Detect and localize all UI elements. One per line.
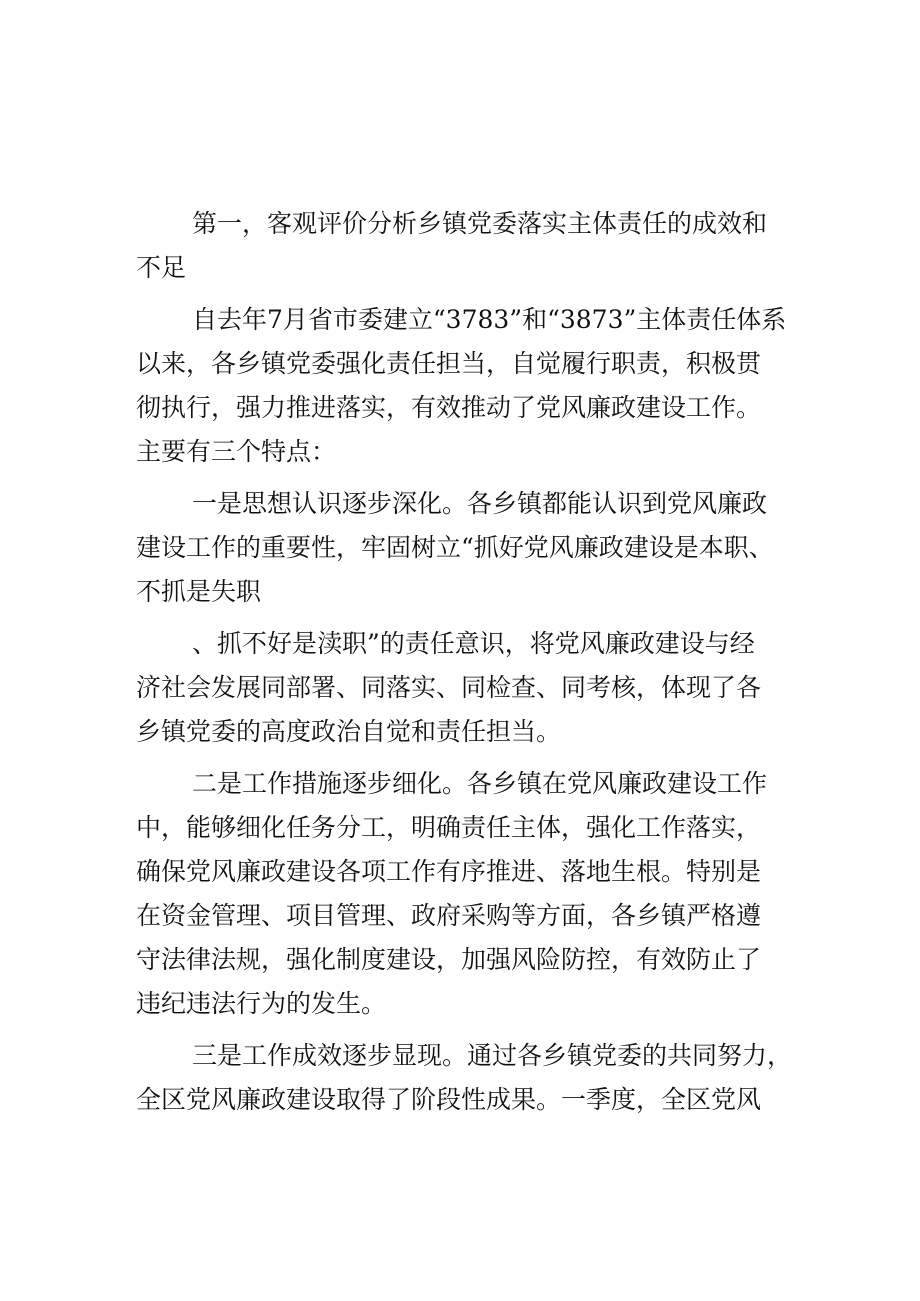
intro-paragraph (136, 298, 796, 474)
paragraph-line: 违纪违法行为的发生。 (136, 989, 387, 1018)
paragraph-line: 守法律法规，强化制度建设，加强风险防控，有效防止了 (136, 945, 762, 974)
paragraph-line: 自去年7月省市委建立“3783”和“3873”主体责任体系 (192, 305, 787, 334)
point-three-paragraph (136, 1034, 796, 1122)
paragraph-line: 建设工作的重要性，牢固树立“抓好党风廉政建设是本职、 (136, 533, 774, 562)
heading-line-1: 第一，客观评价分析乡镇党委落实主体责任的成效和 (192, 209, 768, 238)
paragraph-line: 、抓不好是渎职”的责任意识，将党风廉政建设与经 (192, 629, 755, 658)
paragraph-line: 三是工作成效逐步显现。通过各乡镇党委的共同努力， (192, 1041, 793, 1070)
point-one-continuation (136, 622, 796, 754)
paragraph-line: 一是思想认识逐步深化。各乡镇都能认识到党风廉政 (192, 489, 768, 518)
paragraph-line: 在资金管理、项目管理、政府采购等方面，各乡镇严格遵 (136, 901, 762, 930)
paragraph-line: 确保党风廉政建设各项工作有序推进、落地生根。特别是 (136, 857, 762, 886)
paragraph-line: 二是工作措施逐步细化。各乡镇在党风廉政建设工作 (192, 769, 768, 798)
document-body (136, 202, 796, 1122)
paragraph-line: 全区党风廉政建设取得了阶段性成果。一季度，全区党风 (136, 1085, 762, 1114)
point-one-paragraph (136, 482, 796, 614)
paragraph-line: 不抓是失职 (136, 577, 262, 606)
point-two-paragraph (136, 762, 796, 1026)
paragraph-line: 主要有三个特点： (136, 437, 337, 466)
paragraph-line: 乡镇党委的高度政治自觉和责任担当。 (136, 717, 562, 746)
paragraph-line: 中，能够细化任务分工，明确责任主体，强化工作落实， (136, 813, 762, 842)
paragraph-line: 彻执行，强力推进落实，有效推动了党风廉政建设工作。 (136, 393, 762, 422)
paragraph-line: 济社会发展同部署、同落实、同检查、同考核，体现了各 (136, 673, 762, 702)
section-heading (136, 202, 796, 290)
paragraph-line: 以来，各乡镇党委强化责任担当，自觉履行职责，积极贯 (136, 349, 762, 378)
heading-line-2: 不足 (136, 253, 187, 282)
